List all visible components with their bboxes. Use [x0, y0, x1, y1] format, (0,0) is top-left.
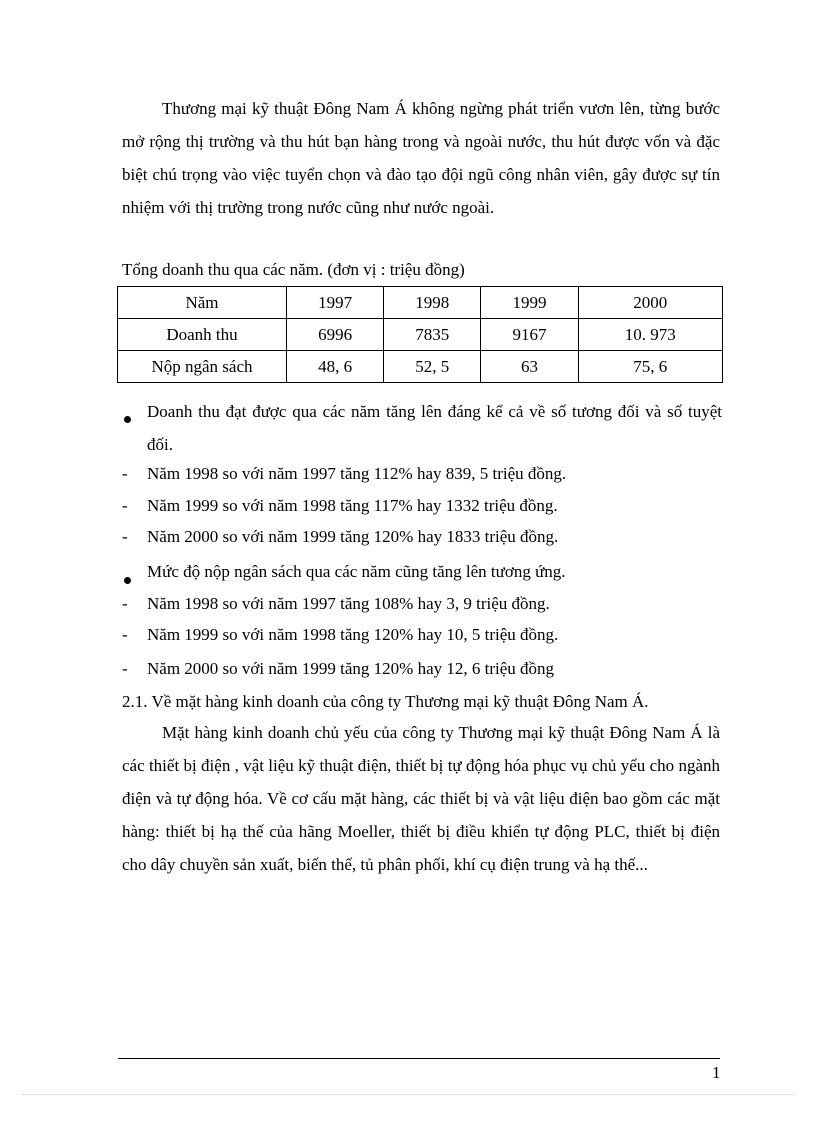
list-item-text: Năm 1998 so với năm 1997 tăng 112% hay 839, 5 triệu đồng.: [147, 464, 567, 483]
header-cell-1999: 1999: [481, 287, 578, 319]
table-header-row: [118, 287, 723, 319]
section-heading: 2.1. Về mặt hàng kinh doanh của công ty Thương mại kỹ thuật Đông Nam Á.: [122, 692, 649, 711]
bullet-text: Mức độ nộp ngân sách qua các năm cũng tăng lên tương ứng.: [147, 562, 566, 581]
dash-marker: -: [122, 527, 128, 546]
list-item-text: Năm 1999 so với năm 1998 tăng 117% hay 1332 triệu đồng.: [147, 496, 558, 515]
list-item-dash: [122, 523, 722, 551]
list-item-text: Năm 2000 so với năm 1999 tăng 120% hay 12, 6 triệu đồng: [147, 659, 555, 678]
page-edge-divider: [22, 1094, 794, 1095]
list-item-dash: [122, 590, 722, 618]
table-row-revenue: [118, 319, 723, 351]
table-cell: 48, 6: [287, 351, 384, 383]
list-item-text: Năm 2000 so với năm 1999 tăng 120% hay 1833 triệu đồng.: [147, 527, 559, 546]
footer-rule: [118, 1058, 720, 1059]
list-item-bullet-budget: [122, 558, 722, 586]
table-cell: 63: [481, 351, 578, 383]
products-paragraph: Mặt hàng kinh doanh chủ yếu của công ty Thương mại kỹ thuật Đông Nam Á là các thiết bị điện , vật liệu kỹ thuật điện, thiết bị tự động hóa phục vụ chủ yếu cho ngành điện và tự động hóa. Về cơ cấu mặt hàng, các thiết bị và vật liệu điện bao gồm các mặt hàng: thiết bị hạ thế của hãng Moeller, thiết bị điều khiển tự động PLC, thiết bị điện cho dây chuyền sản xuất, biến thế, tủ phân phối, khí cụ điện trung và hạ thế...: [122, 723, 720, 874]
table-cell: 10. 973: [578, 319, 722, 351]
dash-marker: -: [122, 496, 128, 515]
dash-marker: -: [122, 464, 128, 483]
bullet-icon: [122, 569, 142, 589]
bullet-icon: [122, 408, 142, 428]
table-cell: 52, 5: [384, 351, 481, 383]
list-item-dash: [122, 655, 722, 683]
header-cell-year: Năm: [118, 287, 287, 319]
dash-marker: -: [122, 625, 128, 644]
list-item-text: Năm 1998 so với năm 1997 tăng 108% hay 3, 9 triệu đồng.: [147, 594, 550, 613]
table-cell: 6996: [287, 319, 384, 351]
header-cell-2000: 2000: [578, 287, 722, 319]
page-number: 1: [712, 1063, 721, 1082]
row-label-budget: Nộp ngân sách: [118, 351, 287, 383]
list-item-dash: [122, 460, 722, 488]
header-cell-1997: 1997: [287, 287, 384, 319]
header-cell-1998: 1998: [384, 287, 481, 319]
dash-marker: -: [122, 659, 128, 678]
row-label-revenue: Doanh thu: [118, 319, 287, 351]
table-row-budget: [118, 351, 723, 383]
table-caption: Tổng doanh thu qua các năm. (đơn vị : triệu đồng): [122, 260, 465, 279]
bullet-text: Doanh thu đạt được qua các năm tăng lên đáng kể cả về số tương đối và số tuyệt đối.: [147, 402, 722, 454]
list-item-dash: [122, 621, 722, 649]
table-cell: 7835: [384, 319, 481, 351]
list-item-dash: [122, 492, 722, 520]
dash-marker: -: [122, 594, 128, 613]
table-cell: 75, 6: [578, 351, 722, 383]
revenue-table: [117, 286, 723, 383]
list-item-text: Năm 1999 so với năm 1998 tăng 120% hay 10, 5 triệu đồng.: [147, 625, 559, 644]
intro-paragraph: Thương mại kỹ thuật Đông Nam Á không ngừng phát triển vươn lên, từng bước mở rộng thị trường và thu hút bạn hàng trong và ngoài nước, thu hút được vốn và đặc biệt chú trọng vào việc tuyển chọn và đào tạo đội ngũ công nhân viên, gây được sự tín nhiệm với thị trường trong nước cũng như nước ngoài.: [122, 99, 720, 217]
list-item-bullet-revenue: [122, 395, 722, 461]
table-cell: 9167: [481, 319, 578, 351]
